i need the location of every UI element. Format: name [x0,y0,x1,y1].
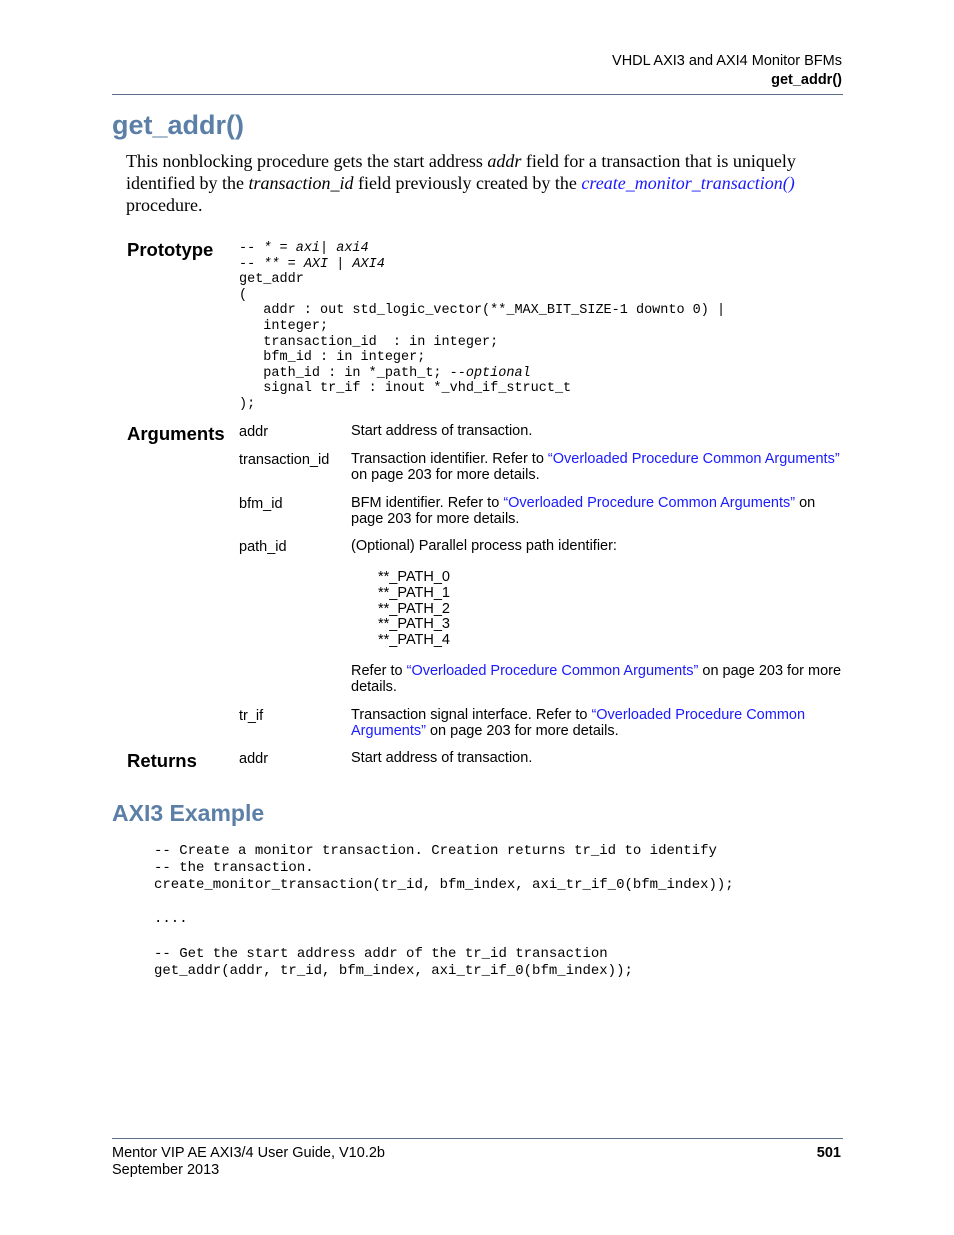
proto-comment-1d: axi4 [336,241,369,256]
example-code: -- Create a monitor transaction. Creation returns tr_id to identify -- the transaction. create_monitor_transaction(tr_id, bfm_index, axi_tr_if_0(bfm_index)); .... -- Get the start address addr of the tr_id transaction get_addr(addr, tr_id, bfm_index, axi_tr_if_0(bfm_index)); [154,843,734,979]
prototype-code [239,241,725,413]
page-title: get_addr() [112,110,245,140]
arg-transaction-id-name: transaction_id [239,452,330,468]
proto-comment-1b: * = axi [263,241,321,256]
proto-comment-2b: ** = AXI | AXI4 [263,256,385,272]
arg-path-id-refer [351,664,843,696]
returns-desc: Start address of transaction. [351,750,533,766]
create-monitor-transaction-link[interactable]: create_monitor_transaction() [581,173,795,193]
arg-tr-if-name: tr_if [239,708,264,724]
arg-transaction-id-post: on page 203 for more details. [351,466,540,483]
arg-addr-name: addr [239,424,269,440]
proto-comment-1a: -- [239,241,264,256]
proto-comment-2a: -- [239,256,264,272]
path-list [378,570,450,649]
arg-path-id-pre: Refer to [351,663,407,679]
proto-optional: optional [465,365,531,381]
path-item: **_PATH_0 [378,569,450,585]
footer-date: September 2013 [112,1161,220,1178]
proto-tail: signal tr_if : inout *_vhd_if_struct_t ); [239,381,572,412]
overloaded-args-link-2[interactable]: “Overloaded Procedure Common Arguments” [503,495,796,511]
header-section: get_addr() [771,72,842,88]
arg-transaction-id-pre: Transaction identifier. Refer to [351,451,548,467]
arg-bfm-id-name: bfm_id [239,496,283,512]
proto-body: get_addr ( addr : out std_logic_vector(**_MAX_BIT_SIZE-1 downto 0) | integer; transaction_id : in integer; bfm_id : in integer; path_id : in *_path_t; -- [239,272,726,381]
prototype-label: Prototype [127,239,214,260]
path-item: **_PATH_4 [378,632,450,649]
intro-text-4: procedure. [126,195,203,215]
footer-rule [112,1138,843,1139]
arg-path-id-name: path_id [239,539,287,555]
overloaded-args-link-4[interactable]: “Overloaded Procedure Common Arguments” [351,707,806,739]
path-item: **_PATH_1 [378,584,450,601]
intro-text-2: field for a transaction that is uniquely identified by the [126,151,796,193]
arg-bfm-id-pre: BFM identifier. Refer to [351,495,504,511]
arg-bfm-id-desc [351,496,843,528]
header-chapter: VHDL AXI3 and AXI4 Monitor BFMs [612,53,842,69]
arg-addr-desc: Start address of transaction. [351,423,533,439]
intro-paragraph [126,150,838,216]
path-item: **_PATH_2 [378,600,450,617]
header-rule [112,94,843,95]
intro-transaction-id: transaction_id [248,173,354,193]
overloaded-args-link-3[interactable]: “Overloaded Procedure Common Arguments” [406,663,699,679]
arg-path-id-desc: (Optional) Parallel process path identifier: [351,538,617,554]
intro-addr: addr [487,151,522,171]
arg-tr-if-post: on page 203 for more details. [425,722,619,739]
arg-tr-if-pre: Transaction signal interface. Refer to [351,707,592,723]
path-item: **_PATH_3 [378,616,450,633]
example-title: AXI3 Example [112,800,265,826]
footer-info [112,1145,385,1178]
proto-comment-1c: | [320,241,337,256]
arg-tr-if-desc [351,708,843,740]
footer-guide: Mentor VIP AE AXI3/4 User Guide, V10.2b [112,1145,385,1161]
arg-path-id-post: on page 203 for more details. [351,663,842,695]
arguments-label: Arguments [127,423,225,444]
running-header [612,52,842,90]
page-number: 501 [816,1145,841,1161]
arg-bfm-id-post: on page 203 for more details. [351,495,816,527]
overloaded-args-link-1[interactable]: “Overloaded Procedure Common Arguments” [547,451,840,467]
arg-transaction-id-desc [351,452,843,484]
intro-text-3: field previously created by the [353,173,582,193]
intro-text-1: This nonblocking procedure gets the start address [126,151,488,171]
returns-label: Returns [127,750,197,771]
returns-name: addr [239,751,269,767]
